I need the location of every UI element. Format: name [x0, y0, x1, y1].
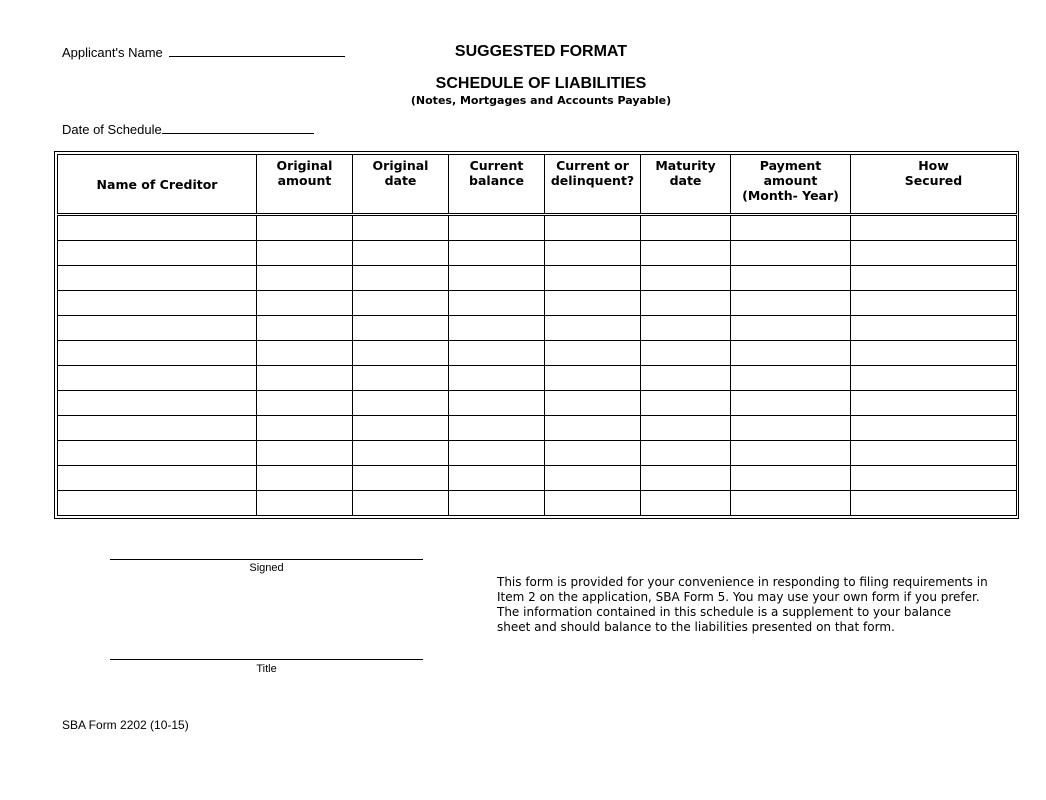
table-cell[interactable] — [353, 416, 449, 441]
column-header-line: Current or — [556, 158, 629, 173]
table-cell[interactable] — [257, 416, 353, 441]
table-row — [58, 266, 1017, 291]
table-cell[interactable] — [449, 341, 545, 366]
date-of-schedule-field[interactable] — [62, 122, 314, 137]
title-caption: Title — [256, 663, 277, 675]
table-cell[interactable] — [58, 366, 257, 391]
table-row — [58, 491, 1017, 516]
column-header-line: Name of Creditor — [96, 176, 218, 192]
table-cell[interactable] — [545, 316, 641, 341]
table-cell[interactable] — [851, 466, 1017, 491]
table-cell[interactable] — [449, 391, 545, 416]
table-cell[interactable] — [449, 266, 545, 291]
column-header-line: Payment — [759, 158, 822, 173]
table-cell[interactable] — [731, 416, 851, 441]
table-cell[interactable] — [58, 441, 257, 466]
table-cell[interactable] — [731, 291, 851, 316]
form-identifier: SBA Form 2202 (10-15) — [62, 718, 189, 732]
column-header — [851, 155, 1017, 215]
table-row — [58, 416, 1017, 441]
table-cell[interactable] — [58, 466, 257, 491]
table-cell[interactable] — [58, 341, 257, 366]
table-cell[interactable] — [449, 291, 545, 316]
table-header-row — [58, 155, 1017, 215]
table-cell[interactable] — [353, 466, 449, 491]
column-header-line: (Month- Year) — [742, 188, 839, 203]
table-cell[interactable] — [641, 441, 731, 466]
table-cell[interactable] — [353, 441, 449, 466]
column-header — [545, 155, 641, 215]
signed-caption: Signed — [249, 562, 284, 574]
table-cell[interactable] — [851, 266, 1017, 291]
table-row — [58, 366, 1017, 391]
table-cell[interactable] — [58, 266, 257, 291]
table-cell[interactable] — [449, 466, 545, 491]
table-cell[interactable] — [58, 391, 257, 416]
table-cell[interactable] — [641, 316, 731, 341]
column-header — [641, 155, 731, 215]
column-header-line: Original — [276, 158, 333, 173]
table-cell[interactable] — [545, 466, 641, 491]
table-cell[interactable] — [731, 241, 851, 266]
column-header-line: How — [918, 158, 949, 173]
table-cell[interactable] — [851, 491, 1017, 516]
table-cell[interactable] — [353, 316, 449, 341]
table-cell[interactable] — [545, 341, 641, 366]
table-cell[interactable] — [58, 215, 257, 241]
applicant-name-field[interactable] — [62, 45, 345, 60]
column-header — [353, 155, 449, 215]
table-cell[interactable] — [353, 291, 449, 316]
liabilities-table — [57, 154, 1017, 516]
table-cell[interactable] — [257, 441, 353, 466]
table-cell[interactable] — [449, 215, 545, 241]
note-line: sheet and should balance to the liabilities presented on that form. — [497, 620, 895, 634]
table-cell[interactable] — [731, 215, 851, 241]
table-cell[interactable] — [545, 441, 641, 466]
table-cell[interactable] — [851, 416, 1017, 441]
table-cell[interactable] — [641, 266, 731, 291]
table-cell[interactable] — [641, 341, 731, 366]
table-cell[interactable] — [353, 366, 449, 391]
table-cell[interactable] — [257, 266, 353, 291]
table-row — [58, 441, 1017, 466]
liabilities-table-frame — [54, 151, 1019, 519]
note-line: This form is provided for your convenience in responding to filing requirements in — [497, 575, 988, 589]
table-cell[interactable] — [851, 391, 1017, 416]
table-cell[interactable] — [545, 266, 641, 291]
date-of-schedule-label: Date of Schedule — [62, 122, 162, 137]
table-row — [58, 466, 1017, 491]
table-cell[interactable] — [353, 241, 449, 266]
table-cell[interactable] — [731, 491, 851, 516]
table-cell[interactable] — [731, 316, 851, 341]
table-cell[interactable] — [449, 366, 545, 391]
table-cell[interactable] — [731, 266, 851, 291]
table-cell[interactable] — [257, 316, 353, 341]
table-cell[interactable] — [545, 491, 641, 516]
table-cell[interactable] — [731, 366, 851, 391]
table-cell[interactable] — [851, 241, 1017, 266]
column-header-line: Original — [372, 158, 429, 173]
table-cell[interactable] — [545, 366, 641, 391]
table-cell[interactable] — [641, 241, 731, 266]
date-of-schedule-blank[interactable] — [162, 133, 314, 134]
table-cell[interactable] — [851, 341, 1017, 366]
table-cell[interactable] — [545, 241, 641, 266]
column-header-line: amount — [763, 173, 818, 188]
schedule-subtitle: (Notes, Mortgages and Accounts Payable) — [410, 94, 672, 107]
table-cell[interactable] — [257, 291, 353, 316]
title-signature-line[interactable] — [110, 659, 423, 660]
table-cell[interactable] — [58, 291, 257, 316]
table-row — [58, 391, 1017, 416]
column-header-line: date — [669, 173, 702, 188]
column-header-line: balance — [469, 173, 524, 188]
table-cell[interactable] — [731, 441, 851, 466]
table-cell[interactable] — [449, 491, 545, 516]
table-cell[interactable] — [58, 416, 257, 441]
table-row — [58, 316, 1017, 341]
table-cell[interactable] — [545, 391, 641, 416]
table-cell[interactable] — [353, 341, 449, 366]
table-cell[interactable] — [545, 291, 641, 316]
table-cell[interactable] — [851, 366, 1017, 391]
column-header-line: amount — [277, 173, 332, 188]
table-cell[interactable] — [545, 416, 641, 441]
column-header — [58, 155, 257, 215]
table-body — [58, 215, 1017, 516]
form-note — [497, 575, 1002, 635]
table-cell[interactable] — [257, 366, 353, 391]
table-cell[interactable] — [851, 291, 1017, 316]
table-cell[interactable] — [353, 266, 449, 291]
table-cell[interactable] — [449, 416, 545, 441]
table-cell[interactable] — [58, 241, 257, 266]
table-cell[interactable] — [851, 316, 1017, 341]
form-format-title: SUGGESTED FORMAT — [454, 43, 628, 60]
column-header-line: delinquent? — [550, 173, 635, 188]
note-line: Item 2 on the application, SBA Form 5. You may use your own form if you prefer. — [497, 590, 980, 604]
table-cell[interactable] — [353, 391, 449, 416]
table-cell[interactable] — [731, 391, 851, 416]
table-cell[interactable] — [641, 391, 731, 416]
table-cell[interactable] — [731, 466, 851, 491]
table-cell[interactable] — [545, 215, 641, 241]
table-cell[interactable] — [257, 215, 353, 241]
table-cell[interactable] — [353, 215, 449, 241]
table-cell[interactable] — [58, 316, 257, 341]
column-header-line: Maturity — [655, 158, 716, 173]
table-cell[interactable] — [257, 341, 353, 366]
column-header-line: date — [384, 173, 417, 188]
table-cell[interactable] — [641, 491, 731, 516]
signed-signature-line[interactable] — [110, 559, 423, 560]
applicant-name-blank[interactable] — [169, 56, 345, 57]
table-cell[interactable] — [58, 491, 257, 516]
table-cell[interactable] — [641, 366, 731, 391]
table-row — [58, 241, 1017, 266]
table-cell[interactable] — [641, 215, 731, 241]
table-row — [58, 341, 1017, 366]
table-cell[interactable] — [257, 241, 353, 266]
table-cell[interactable] — [731, 341, 851, 366]
table-cell[interactable] — [641, 416, 731, 441]
note-line: The information contained in this schedule is a supplement to your balance — [497, 605, 952, 619]
table-cell[interactable] — [449, 441, 545, 466]
table-cell[interactable] — [851, 215, 1017, 241]
applicant-name-label: Applicant's Name — [62, 45, 163, 60]
column-header — [731, 155, 851, 215]
table-cell[interactable] — [353, 491, 449, 516]
table-row — [58, 215, 1017, 241]
table-cell[interactable] — [257, 466, 353, 491]
column-header — [257, 155, 353, 215]
table-cell[interactable] — [641, 466, 731, 491]
column-header-line: Secured — [904, 173, 963, 188]
schedule-title: SCHEDULE OF LIABILITIES — [435, 75, 647, 92]
table-cell[interactable] — [257, 391, 353, 416]
table-cell[interactable] — [449, 241, 545, 266]
table-cell[interactable] — [641, 291, 731, 316]
table-cell[interactable] — [449, 316, 545, 341]
column-header — [449, 155, 545, 215]
table-cell[interactable] — [851, 441, 1017, 466]
column-header-line: Current — [469, 158, 524, 173]
table-cell[interactable] — [257, 491, 353, 516]
table-row — [58, 291, 1017, 316]
